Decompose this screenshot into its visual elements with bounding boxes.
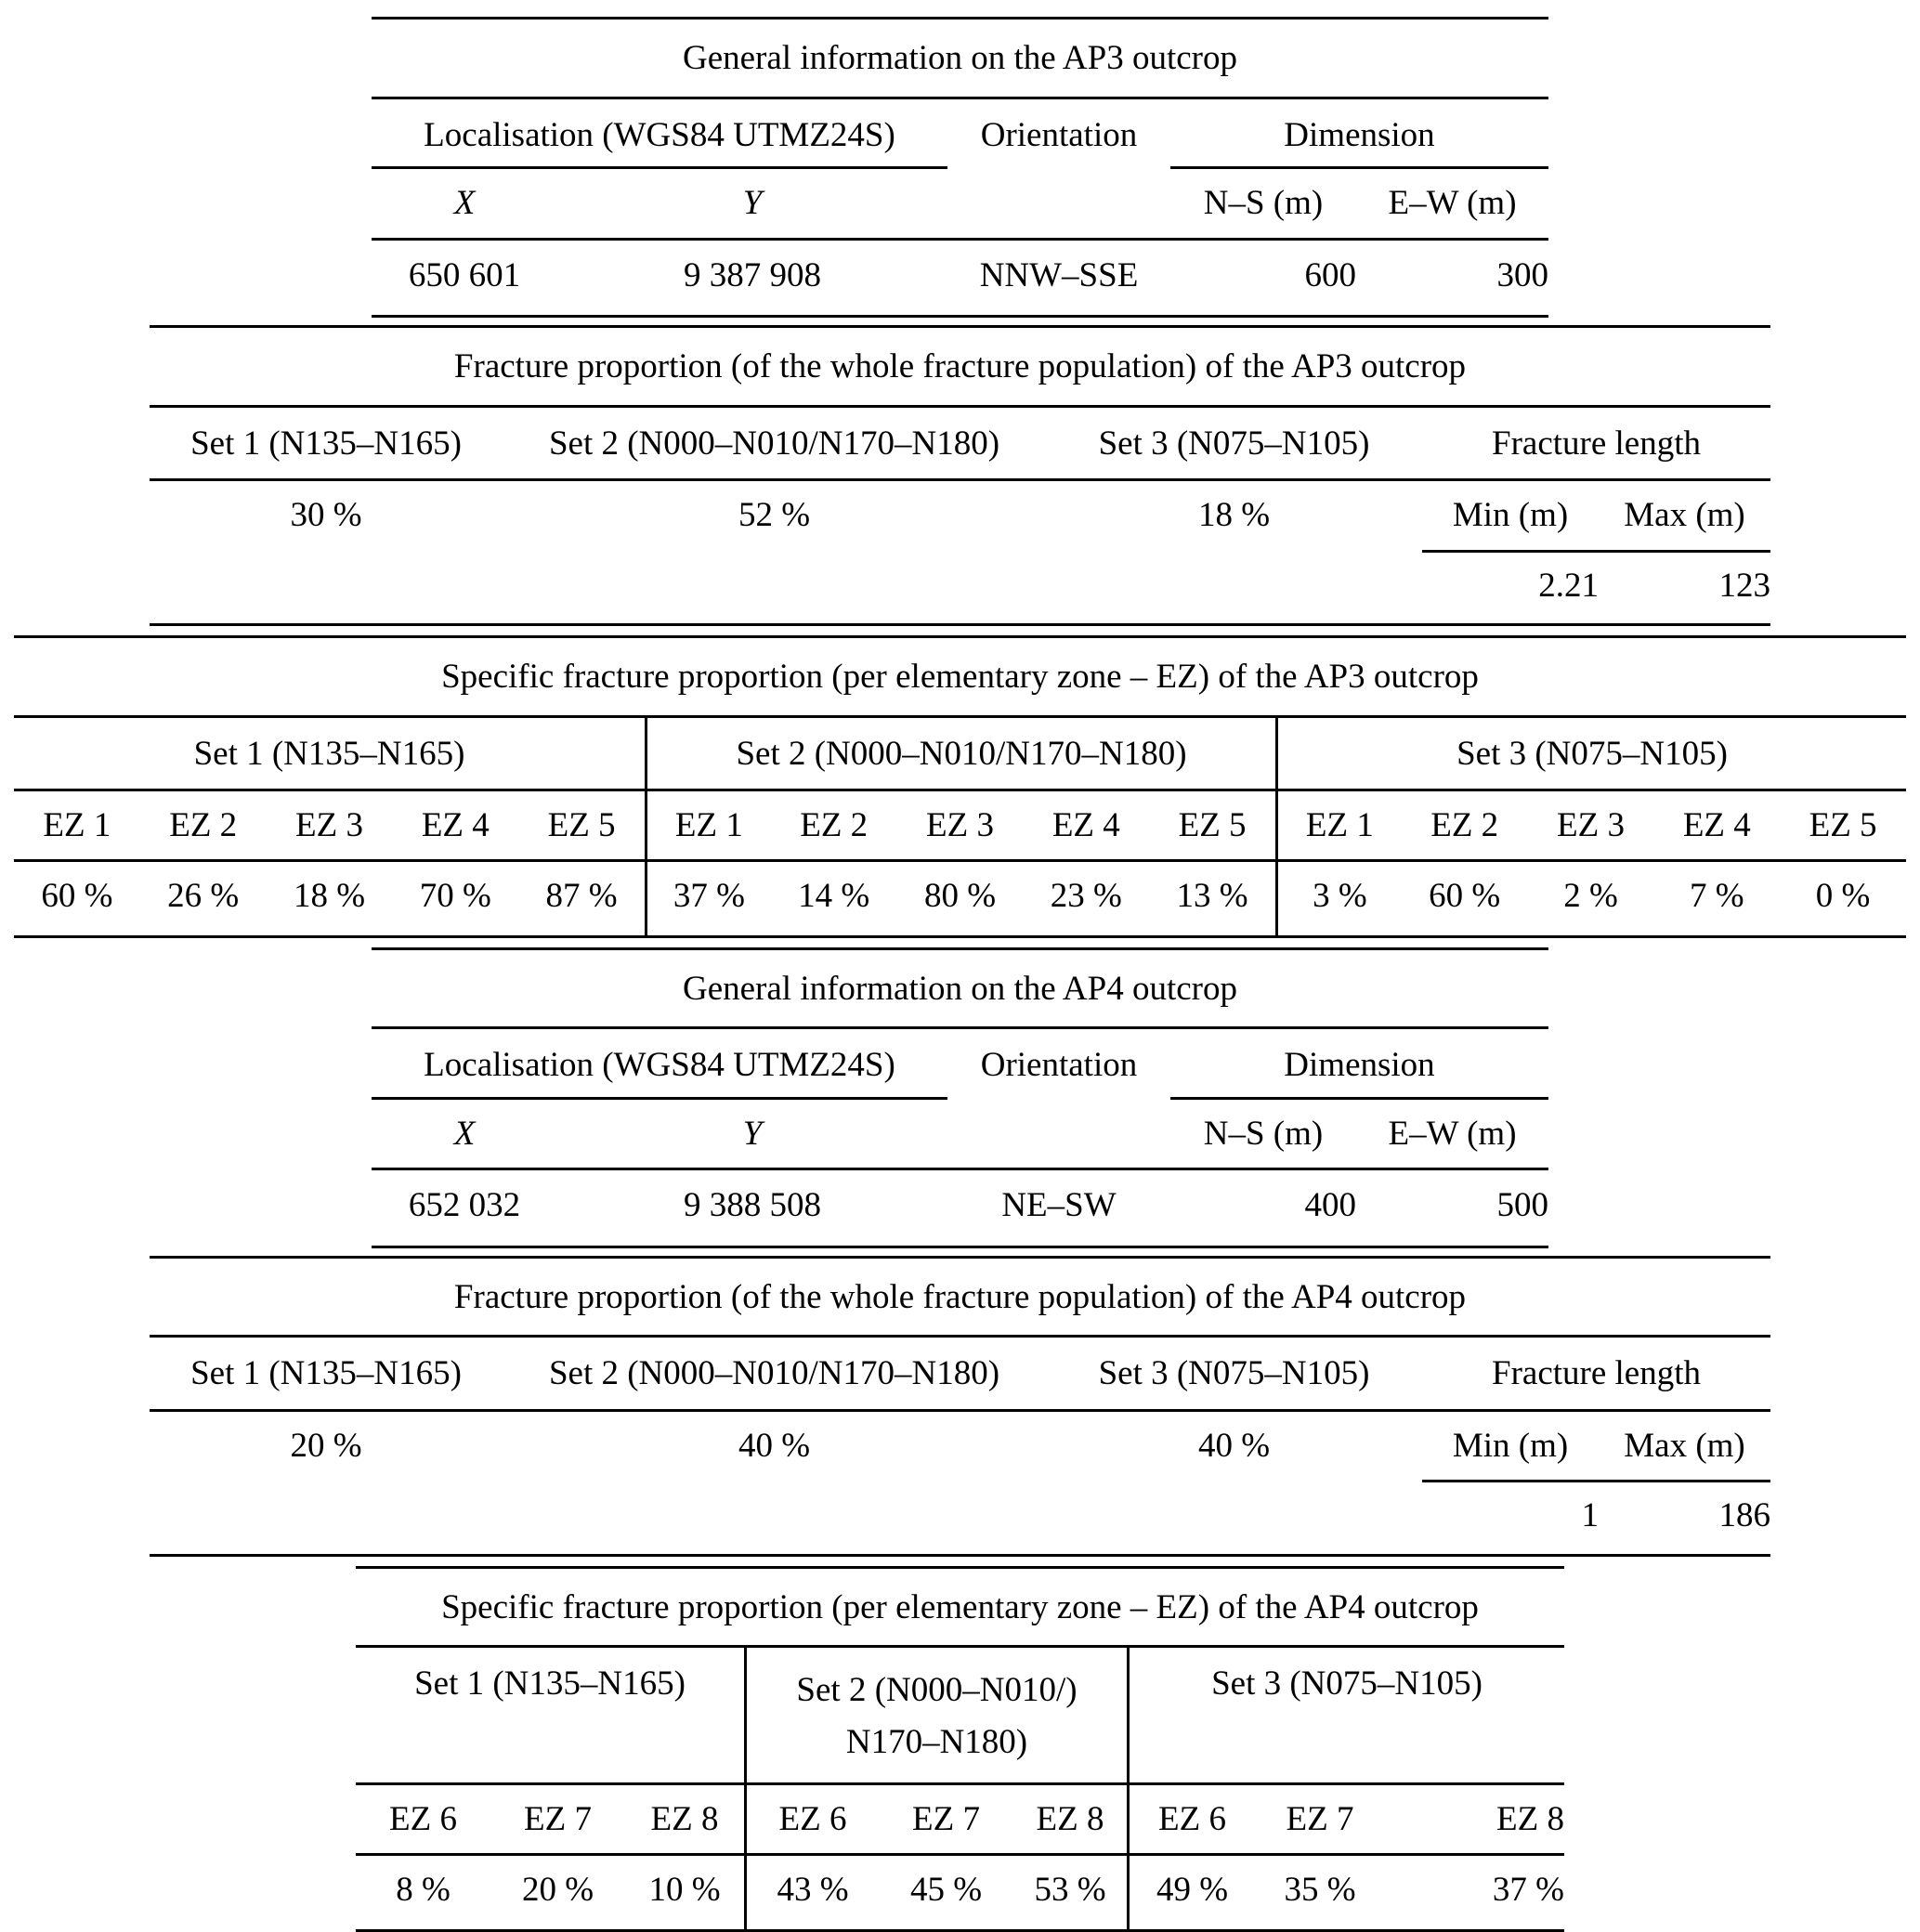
- ez-header: EZ 6: [744, 1785, 879, 1853]
- ez-header: EZ 6: [389, 1800, 457, 1839]
- ap3-proportion-table: [150, 325, 1770, 626]
- ez-value: 70 %: [419, 877, 491, 916]
- min-value: 1: [1581, 1496, 1599, 1535]
- ew-header: E–W (m): [1388, 1114, 1517, 1153]
- spacer: [947, 1100, 1170, 1168]
- ez-header: EZ 3: [1557, 806, 1625, 845]
- ap3-proportion-title: Fracture proportion (of the whole fracture population) of the AP3 outcrop: [150, 328, 1770, 408]
- ez-header: EZ 1: [645, 791, 771, 859]
- ez-header: EZ 7: [524, 1800, 592, 1839]
- ez-value: 2 %: [1563, 877, 1618, 916]
- orientation-value: NE–SW: [1001, 1186, 1117, 1225]
- ez-header: EZ 4: [1051, 806, 1120, 845]
- localisation-header: Localisation (WGS84 UTMZ24S): [372, 1029, 947, 1100]
- fracture-length-header: Fracture length: [1492, 1354, 1701, 1393]
- set1-group-header: Set 1 (N135–N165): [414, 1664, 686, 1704]
- ap3-specific-table: [14, 635, 1906, 937]
- ez-value: 8 %: [396, 1871, 451, 1910]
- set2-group-header-line2: N170–N180): [845, 1722, 1028, 1761]
- ez-header: EZ 7: [1286, 1800, 1354, 1839]
- fracture-length-header: Fracture length: [1492, 424, 1701, 463]
- ez-header: EZ 4: [1682, 806, 1751, 845]
- orientation-value: NNW–SSE: [979, 255, 1139, 294]
- set3-value: 18 %: [1197, 496, 1271, 535]
- ez-value: 18 %: [293, 877, 366, 916]
- spacer: [150, 1482, 503, 1554]
- ez-header: EZ 2: [1430, 806, 1499, 845]
- min-value: 2.21: [1538, 566, 1599, 605]
- spacer: [1046, 1482, 1422, 1554]
- spacer: [150, 553, 503, 624]
- ns-header: N–S (m): [1203, 184, 1324, 223]
- ap4-general-table: [372, 947, 1548, 1248]
- ez-header: EZ 8: [1036, 1800, 1104, 1839]
- dimension-header: Dimension: [1170, 1029, 1548, 1100]
- set2-group-header-line1: Set 2 (N000–N010/): [796, 1671, 1078, 1710]
- spacer: [503, 553, 1046, 624]
- ez-header: EZ 3: [295, 806, 363, 845]
- ez-value: 14 %: [798, 877, 870, 916]
- ez-header: EZ 4: [421, 806, 490, 845]
- set1-header: Set 1 (N135–N165): [190, 424, 462, 463]
- ap4-specific-title: Specific fracture proportion (per elementary zone – EZ) of the AP4 outcrop: [356, 1569, 1564, 1649]
- ez-value: 80 %: [923, 877, 997, 916]
- ez-value: 20 %: [521, 1871, 594, 1910]
- y-header: Y: [742, 1114, 763, 1153]
- ap4-specific-table: [356, 1566, 1564, 1932]
- ez-value: 53 %: [1034, 1871, 1106, 1910]
- dimension-header: Dimension: [1170, 99, 1548, 170]
- ez-value: 60 %: [41, 877, 113, 916]
- ez-header: EZ 5: [1809, 806, 1877, 845]
- set3-group-header: Set 3 (N075–N105): [1127, 1648, 1564, 1782]
- orientation-header: Orientation: [980, 115, 1138, 154]
- set2-group-header: Set 2 (N000–N010/N170–N180): [645, 718, 1275, 790]
- ez-header: EZ 5: [1178, 806, 1247, 845]
- min-header: Min (m): [1422, 481, 1599, 553]
- ez-value: 37 %: [645, 862, 771, 935]
- spacer: [947, 169, 1170, 238]
- set2-value: 52 %: [738, 496, 811, 535]
- ez-value: 35 %: [1284, 1871, 1356, 1910]
- ez-header: EZ 5: [547, 806, 616, 845]
- min-header: Min (m): [1422, 1412, 1599, 1483]
- set3-header: Set 3 (N075–N105): [1098, 424, 1370, 463]
- ez-value: 45 %: [909, 1871, 983, 1910]
- x-value: 650 601: [408, 255, 521, 294]
- ez-header: EZ 1: [1275, 791, 1402, 859]
- ez-header: EZ 7: [912, 1800, 980, 1839]
- ez-value: 13 %: [1176, 877, 1248, 916]
- spacer: [503, 1482, 1046, 1554]
- ap4-proportion-table: [150, 1256, 1770, 1557]
- ez-value: 7 %: [1690, 877, 1744, 916]
- set2-header: Set 2 (N000–N010/N170–N180): [548, 424, 1000, 463]
- ns-value: 600: [1304, 255, 1356, 294]
- ew-value: 300: [1496, 255, 1548, 294]
- ez-header: EZ 8: [1496, 1800, 1564, 1839]
- ez-value: 26 %: [167, 877, 240, 916]
- orientation-header: Orientation: [980, 1046, 1138, 1085]
- max-value: 186: [1718, 1496, 1770, 1535]
- set1-value: 20 %: [290, 1426, 362, 1465]
- ez-value: 10 %: [648, 1871, 721, 1910]
- max-header: Max (m): [1599, 1412, 1770, 1483]
- ez-value: 23 %: [1050, 877, 1122, 916]
- y-value: 9 387 908: [684, 255, 821, 294]
- ez-value: 37 %: [1492, 1871, 1564, 1910]
- set3-group-header: Set 3 (N075–N105): [1275, 718, 1906, 790]
- ez-value: 0 %: [1815, 877, 1871, 916]
- x-value: 652 032: [408, 1186, 521, 1225]
- set1-value: 30 %: [290, 496, 362, 535]
- ez-header: EZ 8: [650, 1800, 719, 1839]
- x-header: X: [453, 1114, 476, 1153]
- set2-group-header: [744, 1648, 1127, 1782]
- max-value: 123: [1718, 566, 1770, 605]
- localisation-header: Localisation (WGS84 UTMZ24S): [372, 99, 947, 170]
- paper-table-page: [0, 17, 1920, 1910]
- spacer: [1046, 553, 1422, 624]
- ap4-proportion-title: Fracture proportion (of the whole fracture population) of the AP4 outcrop: [150, 1259, 1770, 1338]
- ez-header: EZ 3: [926, 806, 994, 845]
- ap3-general-table: [372, 17, 1548, 318]
- set1-group-header: Set 1 (N135–N165): [193, 734, 465, 773]
- y-value: 9 388 508: [684, 1186, 821, 1225]
- set2-header: Set 2 (N000–N010/N170–N180): [548, 1354, 1000, 1393]
- ez-header: EZ 2: [800, 806, 869, 845]
- ez-header: EZ 6: [1127, 1785, 1255, 1853]
- ew-header: E–W (m): [1388, 184, 1517, 223]
- x-header: X: [453, 184, 476, 223]
- ez-value: 3 %: [1275, 862, 1402, 935]
- ez-header: EZ 2: [169, 806, 238, 845]
- ez-header: EZ 1: [43, 806, 111, 845]
- ap3-specific-title: Specific fracture proportion (per elementary zone – EZ) of the AP3 outcrop: [14, 638, 1906, 718]
- y-header: Y: [742, 184, 763, 223]
- ez-value: 43 %: [744, 1856, 879, 1929]
- ns-header: N–S (m): [1203, 1114, 1324, 1153]
- ez-value: 49 %: [1127, 1856, 1255, 1929]
- max-header: Max (m): [1599, 481, 1770, 553]
- ap4-general-title: General information on the AP4 outcrop: [372, 950, 1548, 1030]
- set2-value: 40 %: [738, 1426, 811, 1465]
- ap3-general-title: General information on the AP3 outcrop: [372, 20, 1548, 99]
- set3-header: Set 3 (N075–N105): [1098, 1354, 1370, 1393]
- set3-value: 40 %: [1197, 1426, 1271, 1465]
- set1-header: Set 1 (N135–N165): [190, 1354, 462, 1393]
- ez-value: 87 %: [545, 877, 618, 916]
- ez-value: 60 %: [1429, 877, 1501, 916]
- ns-value: 400: [1304, 1186, 1356, 1225]
- ew-value: 500: [1496, 1186, 1548, 1225]
